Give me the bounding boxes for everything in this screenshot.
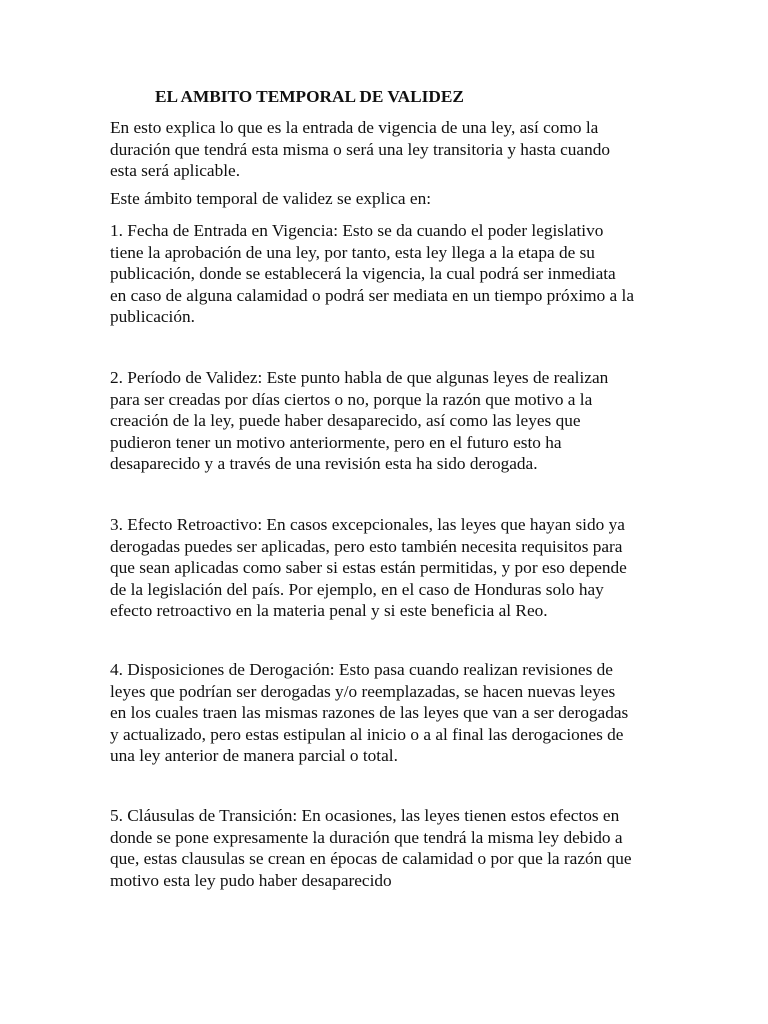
text-line: publicación.	[110, 307, 195, 327]
text-line: una ley anterior de manera parcial o total.	[110, 746, 398, 766]
text-line: Este ámbito temporal de validez se explica en:	[110, 189, 432, 208]
text-line: en los cuales traen las mismas razones de las leyes que van a ser derogadas	[110, 703, 629, 723]
intro-paragraph	[110, 117, 670, 182]
item-1-paragraph	[110, 220, 670, 328]
text-line: y actualizado, pero estas estipulan al inicio o a al final las derogaciones de	[110, 724, 624, 744]
lead-paragraph	[110, 188, 670, 210]
text-line: tiene la aprobación de una ley, por tanto, esta ley llega a la etapa de su	[110, 242, 595, 262]
item-2-paragraph	[110, 367, 670, 475]
text-line: 5. Cláusulas de Transición: En ocasiones, las leyes tienen estos efectos en	[110, 806, 620, 825]
text-line: en caso de alguna calamidad o podrá ser mediata en un tiempo próximo a la	[110, 285, 635, 305]
text-line: que sean aplicadas como saber si estas están permitidas, y por eso depende	[110, 558, 627, 578]
text-line: donde se pone expresamente la duración que tendrá la misma ley debido a	[110, 827, 623, 847]
text-line: efecto retroactivo en la materia penal y si este beneficia al Reo.	[110, 601, 548, 621]
document-title: EL AMBITO TEMPORAL DE VALIDEZ	[155, 87, 464, 106]
text-line: En esto explica lo que es la entrada de vigencia de una ley, así como la	[110, 118, 599, 137]
item-5-paragraph	[110, 805, 670, 891]
item-3-paragraph	[110, 514, 670, 622]
text-line: de la legislación del país. Por ejemplo, en el caso de Honduras solo hay	[110, 579, 604, 599]
text-line: para ser creadas por días ciertos o no, porque la razón que motivo a la	[110, 389, 593, 409]
text-line: derogadas puedes ser aplicadas, pero esto también necesita requisitos para	[110, 536, 623, 556]
text-line: 1. Fecha de Entrada en Vigencia: Esto se da cuando el poder legislativo	[110, 221, 604, 240]
text-line: 4. Disposiciones de Derogación: Esto pasa cuando realizan revisiones de	[110, 660, 613, 679]
text-line: duración que tendrá esta misma o será una ley transitoria y hasta cuando	[110, 139, 611, 159]
text-line: 2. Período de Validez: Este punto habla de que algunas leyes de realizan	[110, 368, 609, 387]
text-line: leyes que podrían ser derogadas y/o reemplazadas, se hacen nuevas leyes	[110, 681, 616, 701]
text-line: que, estas clausulas se crean en épocas de calamidad o por que la razón que	[110, 849, 632, 869]
text-line: esta será aplicable.	[110, 161, 241, 181]
text-line: pudieron tener un motivo anteriormente, pero en el futuro esto ha	[110, 432, 562, 452]
text-line: publicación, donde se establecerá la vigencia, la cual podrá ser inmediata	[110, 264, 616, 284]
item-4-paragraph	[110, 659, 670, 767]
text-line: motivo esta ley pudo haber desaparecido	[110, 870, 392, 890]
text-line: desaparecido y a través de una revisión esta ha sido derogada.	[110, 454, 538, 474]
text-line: creación de la ley, puede haber desaparecido, así como las leyes que	[110, 411, 581, 431]
text-line: 3. Efecto Retroactivo: En casos excepcionales, las leyes que hayan sido ya	[110, 515, 625, 534]
